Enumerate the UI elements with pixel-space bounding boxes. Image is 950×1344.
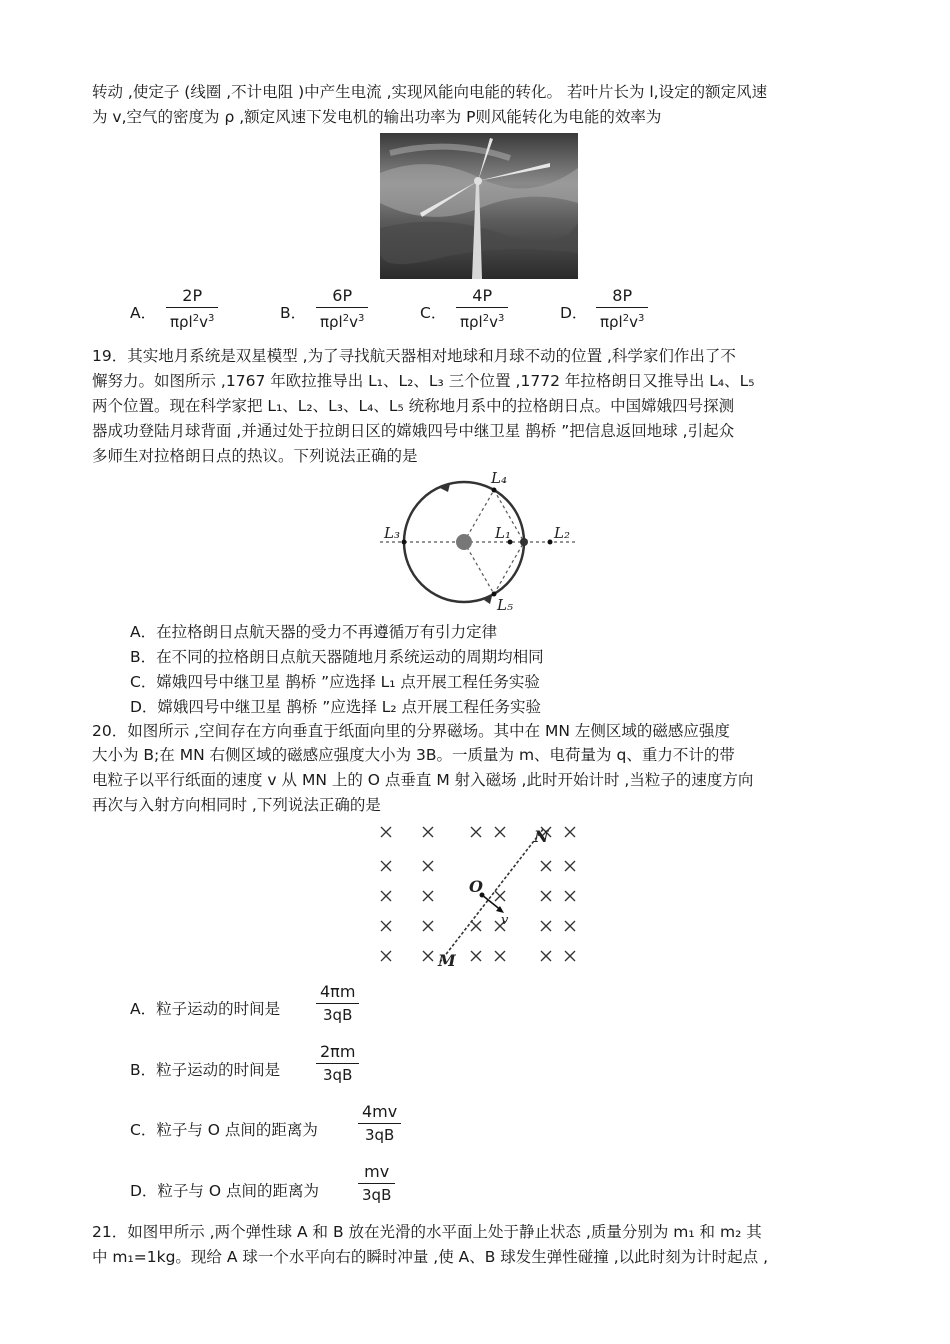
wind-turbine-photo bbox=[380, 133, 578, 279]
field-into-page-mark bbox=[381, 951, 391, 961]
option-fraction bbox=[456, 287, 508, 331]
q19-text-line-1: 19．其实地月系统是双星模型 ,为了寻找航天器相对地球和月球不动的位置 ,科学家们作出了不 bbox=[92, 347, 736, 365]
fraction-numerator: 4πm bbox=[320, 982, 356, 1001]
fraction-denominator: 3qB bbox=[362, 1186, 392, 1204]
field-into-page-mark bbox=[495, 951, 505, 961]
field-into-page-mark bbox=[565, 891, 575, 901]
fraction-denominator: $\pi\rho l^2v^3$ bbox=[320, 313, 365, 331]
fraction-denominator: 3qB bbox=[323, 1006, 353, 1024]
field-into-page-mark bbox=[423, 921, 433, 931]
q21-text-line-2: 中 m₁=1kg。现给 A 球一个水平向右的瞬时冲量 ,使 A、B 球发生弹性碰撞 ,以此时刻为计时起点 , bbox=[92, 1248, 769, 1266]
option-fraction bbox=[316, 983, 359, 1024]
field-into-page-mark bbox=[565, 921, 575, 931]
lagrange-points-diagram bbox=[380, 464, 580, 614]
field-into-page-mark bbox=[423, 827, 433, 837]
q20-text-line-3: 电粒子以平行纸面的速度 v 从 MN 上的 O 点垂直 M 射入磁场 ,此时开始计时 ,当粒子的速度方向 bbox=[92, 771, 754, 789]
label-v: v bbox=[501, 913, 509, 928]
fraction-denominator: 3qB bbox=[323, 1066, 353, 1084]
fraction-numerator: 8P bbox=[612, 286, 633, 305]
q21-text-line-1: 21．如图甲所示 ,两个弹性球 A 和 B 放在光滑的水平面上处于静止状态 ,质量分别为 m₁ 和 m₂ 其 bbox=[92, 1223, 762, 1241]
option-fraction bbox=[316, 287, 368, 331]
field-into-page-mark bbox=[381, 861, 391, 871]
q20-text-line-4: 再次与入射方向相同时 ,下列说法正确的是 bbox=[92, 796, 381, 814]
option-fraction bbox=[358, 1103, 401, 1144]
earth bbox=[456, 534, 472, 550]
field-into-page-mark bbox=[565, 861, 575, 871]
field-into-page-mark bbox=[471, 951, 481, 961]
label-o: O bbox=[469, 877, 483, 896]
q20-text-line-2: 大小为 B;在 MN 右侧区域的磁感应强度大小为 3B。一质量为 m、电荷量为 q、重力不计的带 bbox=[92, 746, 735, 764]
option-text: C．粒子与 O 点间的距离为 bbox=[130, 1121, 318, 1139]
fraction-numerator: mv bbox=[364, 1162, 390, 1181]
option-text: B．粒子运动的时间是 bbox=[130, 1061, 281, 1079]
option-fraction bbox=[358, 1163, 395, 1204]
fraction-numerator: 2P bbox=[182, 286, 203, 305]
option-label: B． bbox=[280, 304, 307, 322]
field-into-page-mark bbox=[541, 921, 551, 931]
q19-option-c[interactable]: C．嫦娥四号中继卫星 鹊桥 ”应选择 L₁ 点开展工程任务实验 bbox=[130, 673, 540, 691]
field-into-page-mark bbox=[541, 951, 551, 961]
field-into-page-mark bbox=[381, 891, 391, 901]
fraction-numerator: 4mv bbox=[362, 1102, 398, 1121]
option-text: A．粒子运动的时间是 bbox=[130, 1000, 281, 1018]
q20-text-line-1: 20．如图所示 ,空间存在方向垂直于纸面向里的分界磁场。其中在 MN 左侧区域的磁感应强度 bbox=[92, 722, 730, 740]
q19-text-line-3: 两个位置。现在科学家把 L₁、L₂、L₃、L₄、L₅ 统称地月系中的拉格朗日点。中国嫦娥四号探测 bbox=[92, 397, 735, 415]
label-l1: L₁ bbox=[495, 524, 511, 542]
fraction-denominator: $\pi\rho l^2v^3$ bbox=[170, 313, 215, 331]
moon bbox=[520, 538, 528, 546]
q19-option-a[interactable]: A．在拉格朗日点航天器的受力不再遵循万有引力定律 bbox=[130, 623, 498, 641]
field-into-page-mark bbox=[381, 921, 391, 931]
label-l5: L₅ bbox=[497, 596, 513, 614]
field-into-page-mark bbox=[495, 891, 505, 901]
fraction-denominator: $\pi\rho l^2v^3$ bbox=[600, 313, 645, 331]
field-into-page-mark bbox=[471, 827, 481, 837]
q19-text-line-2: 懈努力。如图所示 ,1767 年欧拉推导出 L₁、L₂、L₃ 三个位置 ,1772 年拉格朗日又推导出 L₄、L₅ bbox=[92, 372, 755, 390]
option-fraction bbox=[166, 287, 218, 331]
field-into-page-mark bbox=[541, 891, 551, 901]
fraction-numerator: 6P bbox=[332, 286, 353, 305]
mn-boundary-line bbox=[440, 828, 544, 962]
option-label: D． bbox=[560, 304, 588, 322]
option-label: A． bbox=[130, 304, 157, 322]
fraction-denominator: $\pi\rho l^2v^3$ bbox=[460, 313, 505, 331]
field-into-page-mark bbox=[381, 827, 391, 837]
field-into-page-mark bbox=[423, 891, 433, 901]
fraction-numerator: 2πm bbox=[320, 1042, 356, 1061]
field-into-page-mark bbox=[541, 861, 551, 871]
option-label: C． bbox=[420, 304, 447, 322]
field-into-page-mark bbox=[565, 951, 575, 961]
label-n: N bbox=[534, 827, 549, 846]
option-fraction bbox=[596, 287, 648, 331]
q19-text-line-5: 多师生对拉格朗日点的热议。下列说法正确的是 bbox=[92, 447, 418, 465]
field-into-page-mark bbox=[495, 827, 505, 837]
field-into-page-mark bbox=[471, 921, 481, 931]
q19-option-b[interactable]: B．在不同的拉格朗日点航天器随地月系统运动的周期均相同 bbox=[130, 648, 544, 666]
field-into-page-mark bbox=[565, 827, 575, 837]
q18-text-line-1: 转动 ,使定子 (线圈 ,不计电阻 )中产生电流 ,实现风能向电能的转化。 若叶片长为 l,设定的额定风速 bbox=[92, 83, 768, 101]
option-fraction bbox=[316, 1043, 359, 1084]
q19-option-d[interactable]: D．嫦娥四号中继卫星 鹊桥 ”应选择 L₂ 点开展工程任务实验 bbox=[130, 698, 542, 716]
field-into-page-mark bbox=[423, 951, 433, 961]
label-l3: L₃ bbox=[384, 524, 400, 542]
fraction-denominator: 3qB bbox=[364, 1126, 395, 1144]
field-into-page-mark bbox=[423, 861, 433, 871]
q18-text-line-2: 为 v,空气的密度为 ρ ,额定风速下发电机的输出功率为 P则风能转化为电能的效率为 bbox=[92, 108, 662, 126]
label-m: M bbox=[438, 951, 456, 970]
q19-text-line-4: 器成功登陆月球背面 ,并通过处于拉朗日区的嫦娥四号中继卫星 鹊桥 ”把信息返回地球 ,引起众 bbox=[92, 422, 735, 440]
fraction-numerator: 4P bbox=[472, 286, 493, 305]
label-l2: L₂ bbox=[554, 524, 570, 542]
magnetic-field-diagram bbox=[368, 820, 590, 972]
label-l4: L₄ bbox=[491, 469, 507, 487]
option-text: D．粒子与 O 点间的距离为 bbox=[130, 1182, 319, 1200]
